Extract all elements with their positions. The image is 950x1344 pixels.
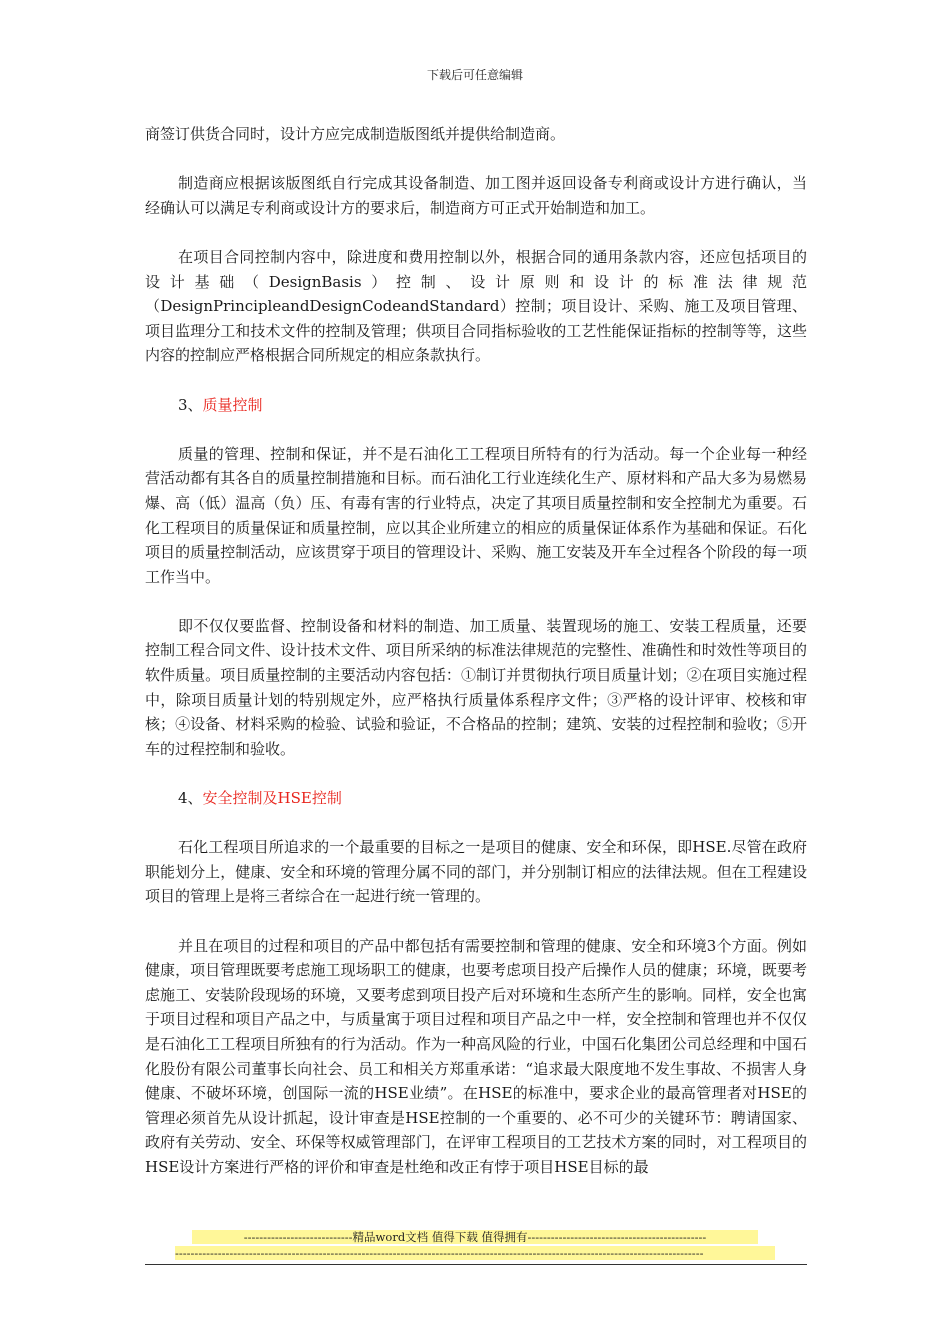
section-number: 4、 [178, 789, 203, 808]
section-title: 安全控制及HSE控制 [202, 789, 342, 808]
section-title: 质量控制 [202, 395, 263, 414]
paragraph-quality-management: 质量的管理、控制和保证，并不是石油化工工程项目所特有的行为活动。每一个企业每一种经营活动都有其各自的质量控制措施和目标。而石油化工行业连续化生产、原材料和产品大多为易燃易爆、高（低）温高（负）压、有毒有害的行业特点，决定了其项目质量控制和安全控制尤为重要。石化工程项目的质量保证和质量控制，应以其企业所建立的相应的质量保证体系作为基础和保证。石化项目的质量控制活动，应该贯穿于项目的管理设计、采购、施工安装及开车全过程各个阶段的每一项工作当中。 [145, 444, 807, 586]
document-body [145, 122, 807, 1204]
paragraph-hse-goal: 石化工程项目所追求的一个最重要的目标之一是项目的健康、安全和环保，即HSE.尽管在政府职能划分上，健康、安全和环境的管理分属不同的部门，并分别制订相应的法律法规。但在工程建设项目的管理上是将三者综合在一起进行统一管理的。 [145, 838, 807, 906]
paragraph-manufacturer: 制造商应根据该版图纸自行完成其设备制造、加工图并返回设备专利商或设计方进行确认，当经确认可以满足专利商或设计方的要求后，制造商方可正式开始制造和加工。 [145, 174, 807, 217]
section-number: 3、 [178, 395, 203, 414]
paragraph-quality-activities: 即不仅仅要监督、控制设备和材料的制造、加工质量、装置现场的施工、安装工程质量，还要控制工程合同文件、设计技术文件、项目所采纳的标准法律规范的完整性、准确性和时效性等项目的软件质量。项目质量控制的主要活动内容包括：①制订并贯彻执行项目质量计划；②在项目实施过程中，除项目质量计划的特别规定外，应严格执行质量体系程序文件；③严格的设计评审、校核和审核；④设备、材料采购的检验、试验和验证，不合格品的控制；建筑、安装的过程控制和验收；⑤开车的过程控制和验收。 [145, 616, 807, 758]
paragraph-contract-control: 在项目合同控制内容中，除进度和费用控制以外，根据合同的通用条款内容，还应包括项目的设计基础（DesignBasis）控制、设计原则和设计的标准法律规范（DesignPrincipleandDesignCodeandStandard）控制；项目设计、采购、施工及项目管理、项目监理分工和技术文件的控制及管理；供项目合同指标验收的工艺性能保证指标的控制等等，这些内容的控制应严格根据合同所规定的相应条款执行。 [145, 247, 807, 365]
page-header: 下载后可任意编辑 [426, 68, 523, 82]
footer-divider [145, 1264, 807, 1265]
footer-promo-line: ----------------------------精品word文档 值得下载 值得拥有---------------------------------------------- [192, 1230, 758, 1244]
section-heading-quality-control [145, 393, 807, 418]
paragraph-hse-details: 并且在项目的过程和项目的产品中都包括有需要控制和管理的健康、安全和环境3个方面。例如健康，项目管理既要考虑施工现场职工的健康，也要考虑项目投产后操作人员的健康；环境，既要考虑施工、安装阶段现场的环境，又要考虑到项目投产后对环境和生态所产生的影响。同样，安全也寓于项目过程和项目产品之中，与质量寓于项目过程和项目产品之中一样，安全控制和管理也并不仅仅是石油化工工程项目所独有的行为活动。作为一种高风险的行业，中国石化集团公司总经理和中国石化股份有限公司董事长向社会、员工和相关方郑重承诺：“追求最大限度地不发生事故、不损害人身健康、不破坏环境，创国际一流的HSE业绩”。在HSE的标准中，要求企业的最高管理者对HSE的管理必须首先从设计抓起，设计审查是HSE控制的一个重要的、必不可少的关键环节：聘请国家、政府有关劳动、安全、环保等权威管理部门，在评审工程项目的工艺技术方案的同时，对工程项目的HSE设计方案进行严格的评价和审查是杜绝和改正有悖于项目HSE目标的最 [145, 936, 807, 1176]
footer-dash-line: ---------------------------------------------------------------------------------------------------------------------------------------- [175, 1246, 775, 1260]
paragraph-supply-contract: 商签订供货合同时，设计方应完成制造版图纸并提供给制造商。 [145, 125, 566, 143]
section-heading-safety-hse [145, 786, 807, 811]
